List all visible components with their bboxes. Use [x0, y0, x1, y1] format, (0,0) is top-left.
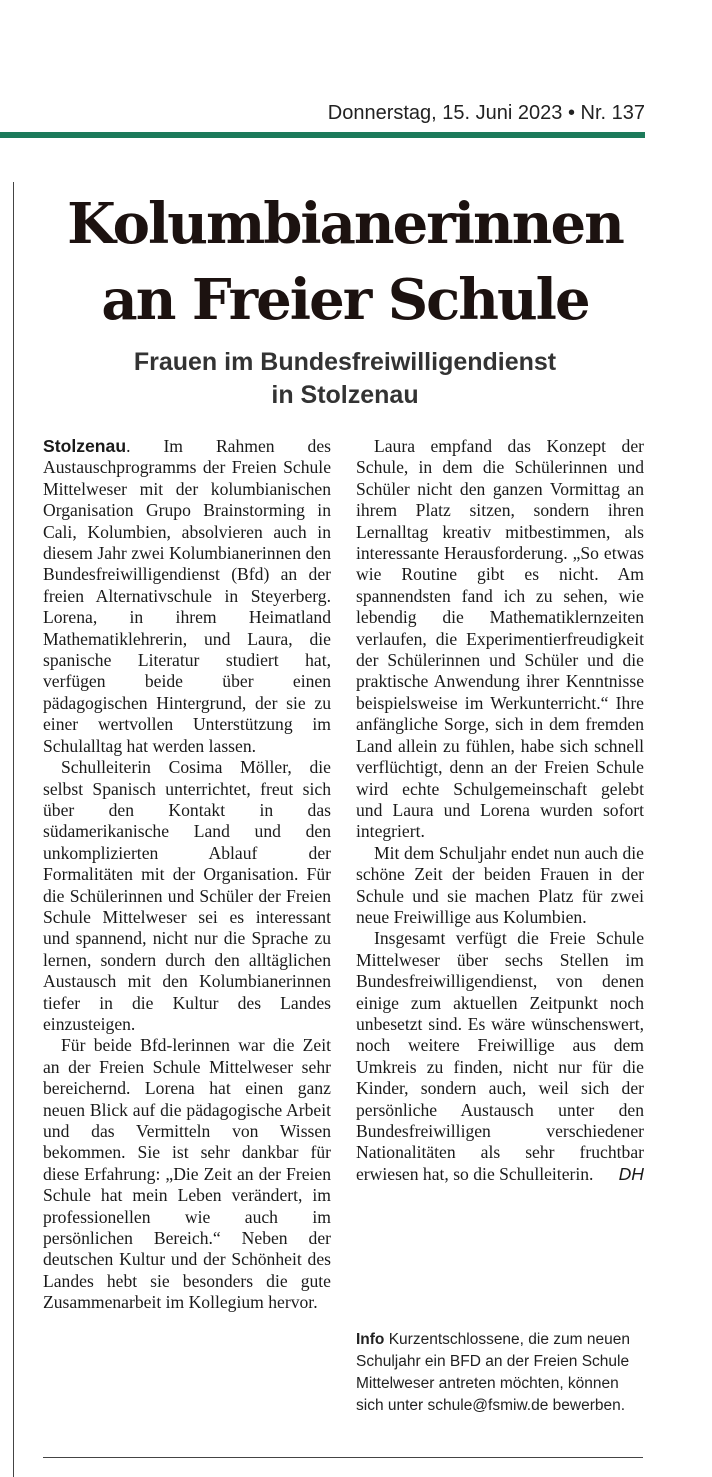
bottom-rule	[43, 1457, 643, 1458]
headline	[30, 186, 660, 338]
author-signature: DH	[618, 1163, 644, 1184]
article-column-right	[356, 436, 644, 1185]
header-rule	[0, 132, 645, 138]
info-box	[356, 1329, 646, 1417]
paragraph-6	[356, 928, 644, 1185]
headline-line-2: an Freier Schule	[101, 267, 589, 333]
paragraph-4: Laura empfand das Konzept der Schule, in dem die Schülerinnen und Schüler nicht den ganzen Vormittag an ihrem Platz sitzen, sondern ihren Lernalltag kreativ mitbestimmen, als interessante Herausforderung. „So etwas wie Routine gibt es nicht. Am spannendsten fand ich zu sehen, wie lebendig die Mathematiklernzeiten verlaufen, die Experimentierfreudigkeit der Schülerinnen und Schüler und die praktische Anwendung ihrer Kenntnisse beispielsweise im Werkunterricht.“ Ihre anfängliche Sorge, sich in dem fremden Land allein zu fühlen, habe sich schnell verflüchtigt, denn an der Freien Schule wird echte Schulgemeinschaft gelebt und Laura und Lorena wurden sofort integriert.	[356, 436, 644, 842]
paragraph-6-text: Insgesamt verfügt die Freie Schule Mittelweser über sechs Stellen im Bundesfreiwilligendienst, von denen einige zum aktuellen Zeitpunkt noch unbesetzt sind. Es wäre wünschenswert, noch weitere Freiwillige aus dem Umkreis zu finden, nicht nur für die Kinder, sondern auch, weil sich der persönliche Austausch unter den Bundesfreiwilligen verschiedener Nationalitäten als sehr fruchtbar erwiesen hat, so die Schulleiterin.	[356, 928, 644, 1184]
column-divider-line	[13, 182, 14, 1477]
paragraph-1-text: . Im Rahmen des Austauschprogramms der Freien Schule Mittelweser mit der kolumbianischen Organisation Grupo Brainstorming in Cali, Kolumbien, absolvieren auch in diesem Jahr zwei Kolumbianerinnen den Bundesfreiwilligendienst (Bfd) an der freien Alternativschule in Steyerberg. Lorena, in ihrem Heimatland Mathematiklehrerin, und Laura, die spanische Literatur studiert hat, verfügen beide über einen pädagogischen Hintergrund, der sie zu einer wertvollen Unterstützung im Schulalltag hat werden lassen.	[43, 436, 331, 756]
dateline: Donnerstag, 15. Juni 2023 • Nr. 137	[327, 102, 645, 124]
article-column-left	[43, 436, 331, 1314]
headline-line-1: Kolumbianerinnen	[67, 191, 623, 257]
paragraph-2: Schulleiterin Cosima Möller, die selbst Spanisch unterrichtet, freut sich über den Kontakt in das südamerikanische Land und den unkomplizierten Ablauf der Formalitäten mit der Organisation. Für die Schülerinnen und Schüler der Freien Schule Mittelweser sei es interessant und spannend, nicht nur die Sprache zu lernen, sondern durch den alltäglichen Austausch mit den Kolumbianerinnen tiefer in die Kultur des Landes einzusteigen.	[43, 757, 331, 1034]
subhead-line-1: Frauen im Bundesfreiwilligendienst	[133, 348, 557, 376]
paragraph-3: Für beide Bfd-lerinnen war die Zeit an der Freien Schule Mittelweser sehr bereichernd. Lorena hat einen ganz neuen Blick auf die pädagogische Arbeit und das Vermitteln von Wissen bekommen. Sie ist sehr dankbar für diese Erfahrung: „Die Zeit an der Freien Schule hat mein Leben verändert, im professionellen wie auch im persönlichen Bereich.“ Neben der deutschen Kultur und der Schönheit des Landes hebt sie besonders die gute Zusammenarbeit im Kollegium hervor.	[43, 1035, 331, 1313]
info-label: Info	[356, 1331, 385, 1348]
location-dateline: Stolzenau	[43, 436, 127, 456]
paragraph-1	[43, 436, 331, 757]
subhead-line-2: in Stolzenau	[271, 381, 419, 409]
subheadline	[40, 346, 650, 412]
info-text: Kurzentschlossene, die zum neuen Schuljahr ein BFD an der Freien Schule Mittelweser antreten möchten, können sich unter schule@fsmiw.de bewerben.	[356, 1331, 630, 1414]
paragraph-5: Mit dem Schuljahr endet nun auch die schöne Zeit der beiden Frauen in der Schule und sie machen Platz für zwei neue Freiwillige aus Kolumbien.	[356, 842, 644, 927]
